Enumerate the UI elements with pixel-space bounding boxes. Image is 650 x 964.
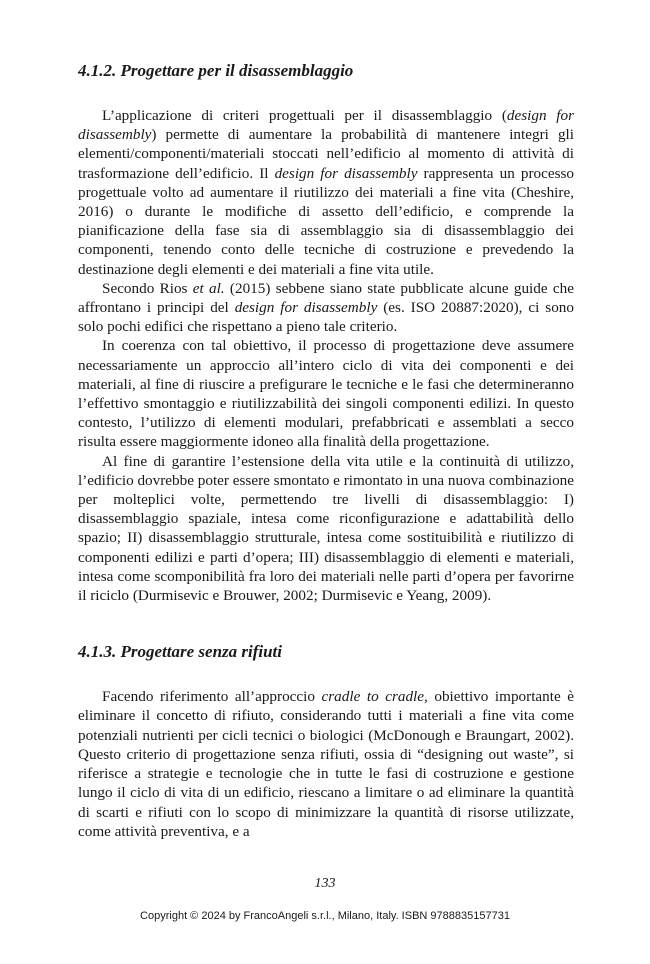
- paragraph: [78, 336, 574, 451]
- text-run: Al fine di garantire l’estensione della vita utile e la continuità di utilizzo, l’edificio dovrebbe poter essere smontato e rimontato in una nuova combinazione per molteplici volte, permettendo tre livelli di disassemblaggio: I) disassemblaggio spaziale, intesa come riconfigurazione e adattabilità dello spazio; II) disassemblaggio strutturale, intesa come sostituibilità e riutilizzo di componenti edilizi e parti d’opera; III) disassemblaggio di elementi e materiali, intesa come scomponibilità fra loro dei materiali nelle parti d’opera per favorirne il riciclo (Durmisevic e Brouwer, 2002; Durmisevic e Yeang, 2009).: [78, 452, 574, 605]
- italic-run: et al.: [192, 279, 225, 297]
- text-run: Secondo Rios: [102, 279, 193, 297]
- paragraph: [78, 452, 574, 606]
- paragraph: [78, 106, 574, 279]
- italic-run: cradle to cradle: [321, 688, 425, 706]
- text-run: , obiettivo importante è eliminare il concetto di rifiuto, considerando tutti i materiali a fine vita come potenziali nutrienti per cicli tecnici o biologici (McDonough e Braungart, 2002). Questo criterio di progettazione senza rifiuti, ossia di “designing out waste”, si riferisce a strategie e tecnologie che in tutte le fasi di costruzione e gestione lungo il ciclo di vita di un edificio, riescano a limitare o ad eliminare la quantità di scarti e rifiuti con lo scopo di minimizzare la quantità di risorse utilizzate, come attività preventiva, e a: [78, 688, 574, 840]
- text-run: rappresenta un processo progettuale volto ad aumentare il riutilizzo dei materiali a fine vita (Cheshire, 2016) o durante le modifiche di assetto dell’edificio, e comprende la pianificazione della fase sia di assemblaggio sia di disassemblaggio dei componenti, tenendo conto delle tecniche di costruzione e prevedendo la destinazione degli elementi e dei materiali a fine vita utile.: [78, 164, 574, 278]
- italic-run: design for disassembly: [234, 299, 378, 317]
- text-run: In coerenza con tal obiettivo, il processo di progettazione deve assumere necessariamente un approccio all’intero ciclo di vita dei componenti e dei materiali, al fine di riuscire a prefigurare le tecniche e le fasi che determineranno l’effettivo smontaggio e riutilizzabilità dei singoli componenti edilizi. In questo contesto, l’utilizzo di elementi modulari, prefabbricati e assemblati a secco risulta essere maggiormente idoneo alla finalità della progettazione.: [78, 337, 574, 451]
- page-body: [78, 60, 574, 841]
- section-body-4-1-3: [78, 687, 574, 841]
- paragraph: [78, 687, 574, 841]
- italic-run: design for disassembly: [274, 164, 418, 182]
- section-body-4-1-2: [78, 106, 574, 605]
- copyright-notice: Copyright © 2024 by FrancoAngeli s.r.l., Milano, Italy. ISBN 9788835157731: [140, 910, 510, 922]
- text-run: ) permette di aumentare la probabilità di mantenere integri gli elementi/componenti/materiali stoccati nell’edificio al momento di attività di trasformazione dell’edificio. Il: [78, 126, 574, 182]
- section-heading-4-1-3: 4.1.3. Progettare senza rifiuti: [78, 642, 283, 662]
- text-run: (es. ISO 20887:2020), ci sono solo pochi edifici che rispettano a pieno tale criterio.: [78, 299, 574, 336]
- section-heading-4-1-2: 4.1.2. Progettare per il disassemblaggio: [78, 61, 354, 80]
- paragraph: [78, 279, 574, 337]
- text-run: L’applicazione di criteri progettuali per il disassemblaggio (: [102, 107, 507, 124]
- italic-run: design for disassembly: [78, 107, 574, 144]
- page-number: 133: [314, 876, 336, 891]
- text-run: Facendo riferimento all’approccio: [102, 688, 322, 706]
- text-run: (2015) sebbene siano state pubblicate alcune guide che affrontano i principi del: [78, 279, 574, 317]
